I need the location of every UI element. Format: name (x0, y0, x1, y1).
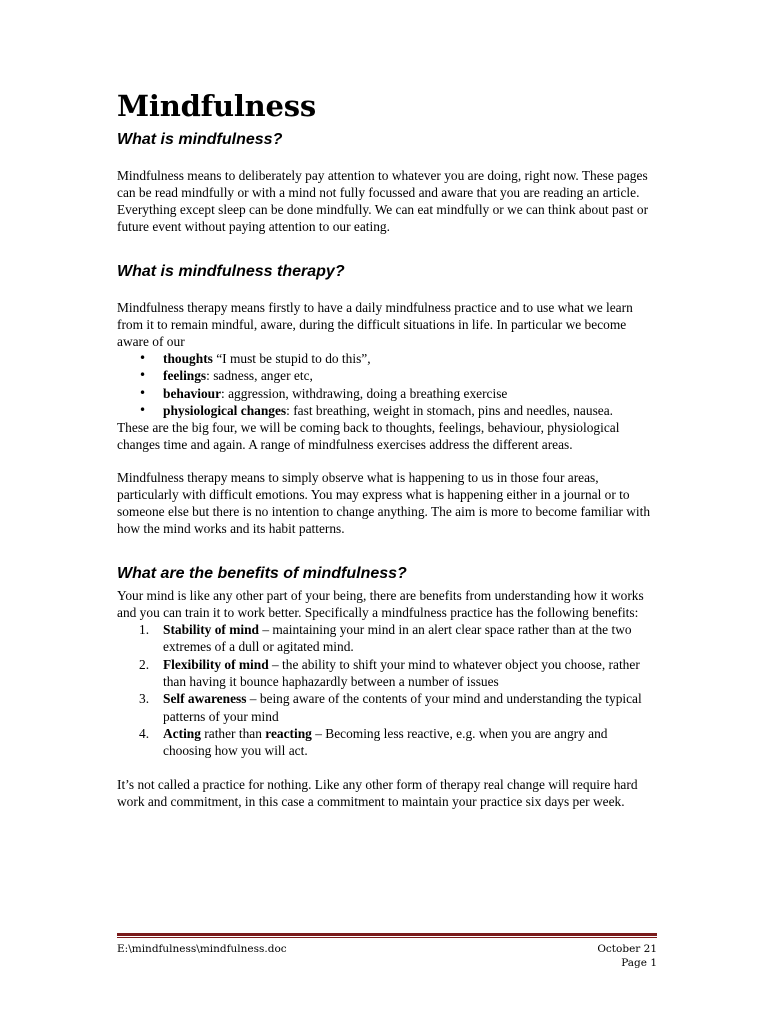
footer-date: October 21 (597, 943, 657, 955)
list-item (117, 367, 657, 384)
benefit-connector: rather than (200, 725, 266, 741)
document-page (117, 88, 657, 810)
benefits-numbered-list (117, 621, 657, 759)
benefit-text: – being aware of the contents of your mind and understanding the typical patterns of your mind (163, 691, 642, 724)
bullet-icon: • (139, 368, 147, 383)
bullet-icon: • (139, 351, 147, 365)
bullet-text: “I must be stupid to do this”, (212, 351, 371, 366)
paragraph-big-four: These are the big four, we will be coming back to thoughts, feelings, behaviour, physiological changes time and again. A range of mindfulness exercises address the different areas. (117, 420, 620, 453)
footer-file-path: E:\mindfulness\mindfulness.doc (117, 943, 287, 955)
section-heading-what-is-mindfulness: What is mindfulness? (117, 131, 283, 148)
document-title: Mindfulness (117, 89, 317, 123)
bullet-icon: • (139, 402, 147, 417)
list-number: 2. (139, 656, 150, 672)
list-item (117, 690, 657, 725)
paragraph-therapy-intro: Mindfulness therapy means firstly to have a daily mindfulness practice and to use what we learn from it to remain mindful, aware, during the difficult situations in life. In particular we become aware of our (117, 300, 633, 349)
paragraph-benefits-intro: Your mind is like any other part of your being, there are benefits from understanding how it works and you can train it to work better. Specifically a mindfulness practice has the following benefits: (117, 588, 644, 621)
list-item (117, 656, 657, 691)
bullet-term: feelings (163, 368, 207, 384)
benefit-term: Acting (163, 725, 201, 741)
list-item (117, 402, 657, 419)
bullet-term: physiological changes (163, 402, 287, 418)
benefit-term: Stability of mind (163, 622, 259, 638)
paragraph-closing: It’s not called a practice for nothing. Like any other form of therapy real change will require hard work and commitment, in this case a commitment to maintain your practice six days per week. (117, 776, 638, 809)
list-number: 1. (139, 622, 150, 638)
section-heading-benefits: What are the benefits of mindfulness? (117, 565, 407, 583)
benefit-term: Self awareness (163, 691, 247, 707)
list-item (117, 385, 657, 402)
bullet-text: : fast breathing, weight in stomach, pins and needles, nausea. (286, 402, 614, 418)
benefit-term-secondary: reacting (265, 725, 312, 741)
paragraph-therapy-observe: Mindfulness therapy means to simply observe what is happening to us in those four areas, particularly with difficult emotions. You may express what is happening either in a journal or to someone else but there is no intention to change anything. The aim is more to become familiar with how the mind works and its habit patterns. (117, 470, 651, 537)
list-item (117, 725, 657, 760)
bullet-icon: • (139, 385, 147, 400)
page-footer (117, 933, 657, 970)
section-heading-mindfulness-therapy: What is mindfulness therapy? (117, 263, 345, 280)
list-item (117, 350, 657, 367)
bullet-term: behaviour (163, 385, 222, 401)
bullet-text: : aggression, withdrawing, doing a breathing exercise (221, 385, 508, 401)
benefit-text: – maintaining your mind in an alert clear space rather than at the two extremes of a dull or agitated mind. (163, 622, 632, 655)
list-item (117, 621, 657, 656)
bullet-text: : sadness, anger etc, (206, 368, 313, 384)
benefit-text: – Becoming less reactive, e.g. when you are angry and choosing how you will act. (163, 725, 608, 759)
benefit-text: – the ability to shift your mind to whatever object you choose, rather than having it bounce haphazardly between a number of issues (163, 656, 640, 690)
footer-page-number: Page 1 (621, 957, 657, 969)
footer-divider (117, 933, 657, 936)
footer-divider-thin (117, 937, 657, 938)
paragraph-mindfulness-definition: Mindfulness means to deliberately pay attention to whatever you are doing, right now. These pages can be read mindfully or with a mind not fully focussed and aware that you are reading an article. Everything except sleep can be done mindfully. We can eat mindfully or we can think about past or future event without paying attention to our eating. (117, 168, 649, 234)
bullet-term: thoughts (163, 351, 213, 366)
list-number: 3. (139, 691, 150, 707)
benefit-term: Flexibility of mind (163, 656, 269, 672)
awareness-bullet-list (117, 350, 657, 419)
list-number: 4. (139, 725, 150, 741)
